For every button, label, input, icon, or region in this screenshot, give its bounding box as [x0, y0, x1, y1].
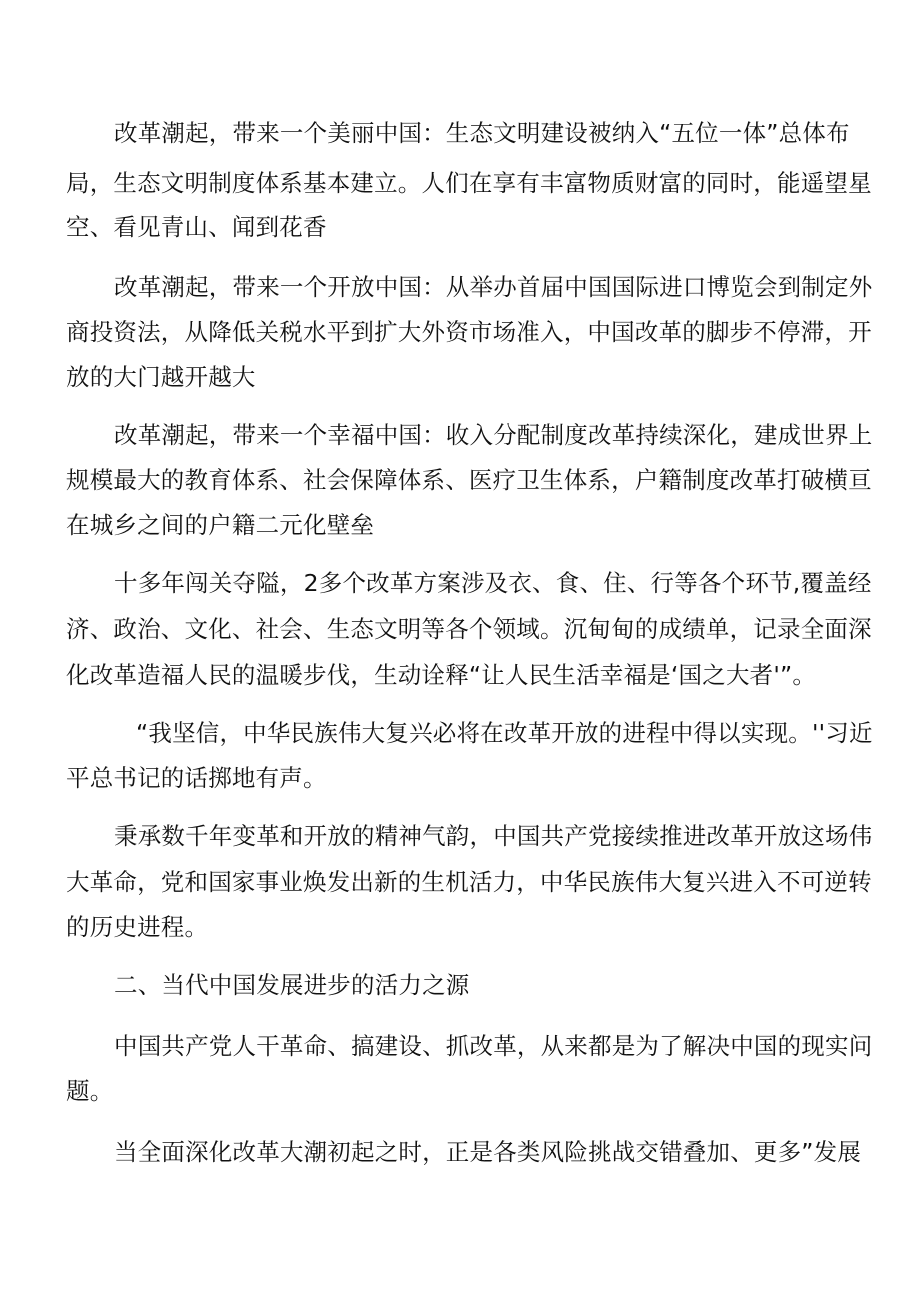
paragraph-line: 放的大门越开越大 [66, 363, 256, 391]
paragraph-line: 十多年闯关夺隘，2多个改革方案涉及衣、食、住、行等各个环节,覆盖经 [114, 569, 872, 597]
paragraph-line: 济、政治、文化、社会、生态文明等各个领域。沉甸甸的成绩单，记录全面深 [66, 615, 872, 643]
paragraph-line: 题。 [66, 1077, 114, 1105]
paragraph-line: 改革潮起，带来一个幸福中国：收入分配制度改革持续深化，建成世界上 [114, 421, 873, 449]
paragraph-line: 改革潮起，带来一个美丽中国：生态文明建设被纳入“五位一体”总体布 [114, 119, 850, 147]
paragraph-line: 局，生态文明制度体系基本建立。人们在享有丰富物质财富的同时，能遥望星 [66, 169, 872, 197]
paragraph-line: 商投资法，从降低关税水平到扩大外资市场准入，中国改革的脚步不停滞，开 [66, 318, 872, 346]
paragraph-line: 中国共产党人干革命、搞建设、抓改革，从来都是为了解决中国的现实问 [114, 1032, 873, 1060]
paragraph-line: 在城乡之间的户籍二元化壁垒 [66, 511, 375, 539]
paragraph-line: 大革命，党和国家事业焕发出新的生机活力，中华民族伟大复兴进入不可逆转 [66, 868, 872, 896]
paragraph-line: 规模最大的教育体系、社会保障体系、医疗卫生体系，户籍制度改革打破横亘 [66, 466, 872, 494]
paragraph-line: 的历史进程。 [66, 913, 209, 941]
paragraph-line: 改革潮起，带来一个开放中国：从举办首届中国国际进口博览会到制定外 [114, 273, 873, 301]
section-heading: 二、当代中国发展进步的活力之源 [114, 971, 470, 999]
paragraph-line: 当全面深化改革大潮初起之时，正是各类风险挑战交错叠加、更多”发展 [114, 1138, 862, 1166]
paragraph-line: 秉承数千年变革和开放的精神气韵，中国共产党接续推进改革开放这场伟 [114, 822, 873, 850]
paragraph-line: “我坚信，中华民族伟大复兴必将在改革开放的进程中得以实现。''习近 [136, 719, 873, 747]
paragraph-line: 平总书记的话掷地有声。 [66, 764, 327, 792]
paragraph-line: 化改革造福人民的温暖步伐，生动诠释“让人民生活幸福是‘国之大者'”。 [66, 661, 817, 689]
paragraph-line: 空、看见青山、闻到花香 [66, 213, 327, 241]
